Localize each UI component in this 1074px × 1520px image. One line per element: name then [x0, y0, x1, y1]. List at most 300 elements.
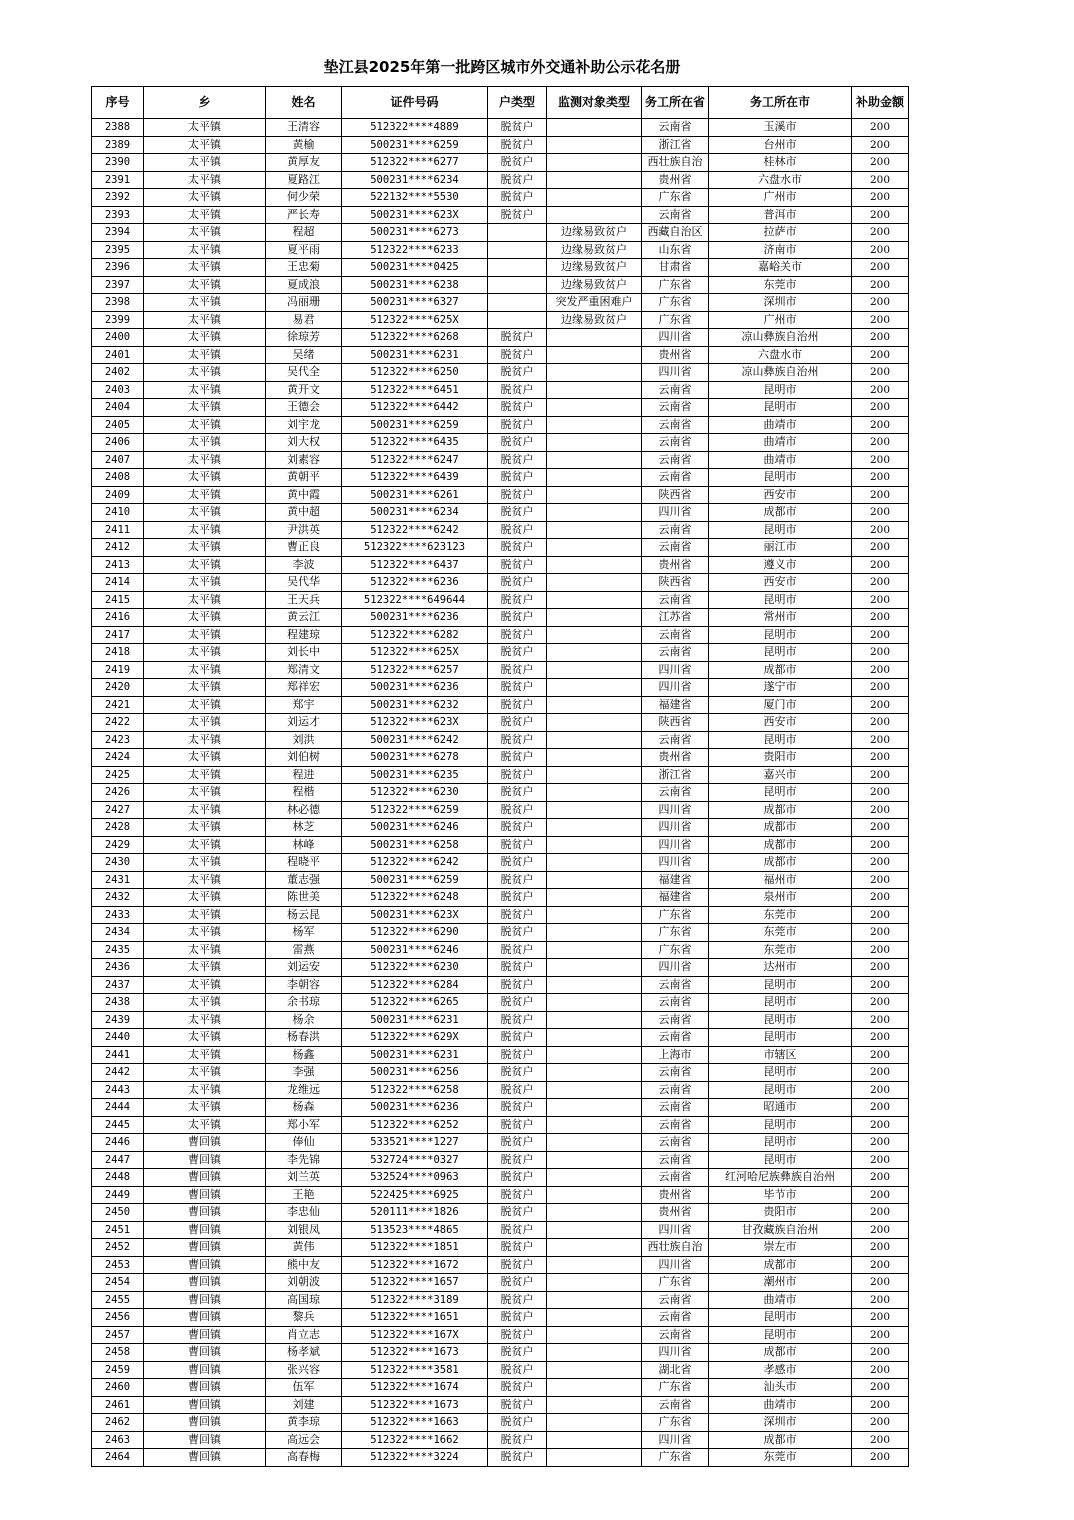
cell-monitor-type: [547, 1396, 642, 1414]
cell-township: 太平镇: [144, 346, 266, 364]
cell-township: 太平镇: [144, 574, 266, 592]
cell-work-province: 广东省: [642, 1414, 709, 1432]
table-row: [92, 136, 909, 154]
cell-id-number: 500231****6235: [342, 766, 488, 784]
table-row: [92, 836, 909, 854]
cell-name: 李强: [266, 1064, 342, 1082]
cell-work-city: 贵阳市: [709, 1204, 852, 1222]
cell-work-city: 泉州市: [709, 889, 852, 907]
cell-name: 黄开文: [266, 381, 342, 399]
cell-monitor-type: [547, 924, 642, 942]
cell-serial: 2458: [92, 1344, 144, 1362]
cell-subsidy-amount: 200: [852, 1134, 909, 1152]
cell-monitor-type: [547, 1414, 642, 1432]
cell-id-number: 512322****6242: [342, 521, 488, 539]
cell-township: 曹回镇: [144, 1396, 266, 1414]
cell-serial: 2438: [92, 994, 144, 1012]
cell-work-city: 成都市: [709, 1256, 852, 1274]
cell-serial: 2401: [92, 346, 144, 364]
cell-township: 太平镇: [144, 381, 266, 399]
cell-work-city: 昭通市: [709, 1099, 852, 1117]
cell-serial: 2396: [92, 259, 144, 277]
cell-township: 曹回镇: [144, 1186, 266, 1204]
cell-township: 太平镇: [144, 959, 266, 977]
cell-work-province: 浙江省: [642, 766, 709, 784]
cell-id-number: 500231****6278: [342, 749, 488, 767]
cell-serial: 2447: [92, 1151, 144, 1169]
cell-monitor-type: [547, 119, 642, 137]
cell-subsidy-amount: 200: [852, 1431, 909, 1449]
cell-township: 太平镇: [144, 609, 266, 627]
cell-subsidy-amount: 200: [852, 1204, 909, 1222]
cell-name: 董志强: [266, 871, 342, 889]
table-row: [92, 1204, 909, 1222]
cell-serial: 2440: [92, 1029, 144, 1047]
cell-household-type: [488, 276, 547, 294]
cell-subsidy-amount: 200: [852, 1291, 909, 1309]
cell-serial: 2444: [92, 1099, 144, 1117]
cell-township: 曹回镇: [144, 1344, 266, 1362]
cell-id-number: 512322****6282: [342, 626, 488, 644]
table-row: [92, 154, 909, 172]
cell-township: 太平镇: [144, 276, 266, 294]
cell-household-type: 脱贫户: [488, 1029, 547, 1047]
cell-id-number: 500231****6259: [342, 416, 488, 434]
table-row: [92, 906, 909, 924]
cell-monitor-type: [547, 574, 642, 592]
cell-township: 太平镇: [144, 731, 266, 749]
cell-name: 吴代华: [266, 574, 342, 592]
cell-work-province: 四川省: [642, 801, 709, 819]
cell-work-city: 玉溪市: [709, 119, 852, 137]
cell-serial: 2395: [92, 241, 144, 259]
cell-household-type: 脱贫户: [488, 836, 547, 854]
cell-name: 王德会: [266, 399, 342, 417]
cell-monitor-type: [547, 836, 642, 854]
cell-subsidy-amount: 200: [852, 871, 909, 889]
cell-subsidy-amount: 200: [852, 889, 909, 907]
cell-name: 李朝容: [266, 976, 342, 994]
table-row: [92, 819, 909, 837]
table-row: [92, 1431, 909, 1449]
cell-monitor-type: [547, 416, 642, 434]
cell-serial: 2423: [92, 731, 144, 749]
cell-id-number: 512322****6247: [342, 451, 488, 469]
cell-monitor-type: [547, 1064, 642, 1082]
cell-work-city: 汕头市: [709, 1379, 852, 1397]
cell-name: 黄榆: [266, 136, 342, 154]
cell-work-city: 曲靖市: [709, 451, 852, 469]
table-row: [92, 434, 909, 452]
cell-monitor-type: [547, 766, 642, 784]
cell-id-number: 500231****6258: [342, 836, 488, 854]
cell-serial: 2411: [92, 521, 144, 539]
table-row: [92, 1396, 909, 1414]
cell-township: 曹回镇: [144, 1204, 266, 1222]
header-township: 乡: [144, 87, 266, 119]
cell-work-province: 四川省: [642, 364, 709, 382]
cell-township: 太平镇: [144, 1081, 266, 1099]
cell-name: 李波: [266, 556, 342, 574]
cell-id-number: 512322****1672: [342, 1256, 488, 1274]
cell-serial: 2404: [92, 399, 144, 417]
cell-subsidy-amount: 200: [852, 556, 909, 574]
cell-township: 太平镇: [144, 416, 266, 434]
cell-id-number: 512322****6233: [342, 241, 488, 259]
cell-serial: 2464: [92, 1449, 144, 1467]
cell-work-city: 厦门市: [709, 696, 852, 714]
cell-work-city: 昆明市: [709, 644, 852, 662]
cell-township: 曹回镇: [144, 1274, 266, 1292]
cell-name: 王清容: [266, 119, 342, 137]
cell-subsidy-amount: 200: [852, 539, 909, 557]
table-row: [92, 1256, 909, 1274]
cell-township: 曹回镇: [144, 1256, 266, 1274]
header-work-province: 务工所在省: [642, 87, 709, 119]
cell-name: 熊中友: [266, 1256, 342, 1274]
cell-household-type: 脱贫户: [488, 469, 547, 487]
cell-name: 刘建: [266, 1396, 342, 1414]
cell-subsidy-amount: 200: [852, 1361, 909, 1379]
cell-serial: 2417: [92, 626, 144, 644]
table-row: [92, 1116, 909, 1134]
cell-household-type: 脱贫户: [488, 171, 547, 189]
table-row: [92, 241, 909, 259]
cell-township: 太平镇: [144, 1011, 266, 1029]
cell-monitor-type: [547, 451, 642, 469]
cell-work-province: 云南省: [642, 521, 709, 539]
cell-work-province: 四川省: [642, 959, 709, 977]
cell-name: 易君: [266, 311, 342, 329]
cell-township: 太平镇: [144, 399, 266, 417]
cell-township: 曹回镇: [144, 1221, 266, 1239]
cell-subsidy-amount: 200: [852, 1116, 909, 1134]
cell-township: 太平镇: [144, 679, 266, 697]
cell-work-province: 西藏自治区: [642, 224, 709, 242]
cell-work-province: 四川省: [642, 1431, 709, 1449]
cell-name: 黄中超: [266, 504, 342, 522]
cell-subsidy-amount: 200: [852, 1344, 909, 1362]
cell-serial: 2416: [92, 609, 144, 627]
cell-work-city: 孝感市: [709, 1361, 852, 1379]
cell-township: 曹回镇: [144, 1431, 266, 1449]
table-row: [92, 644, 909, 662]
table-row: [92, 1011, 909, 1029]
cell-work-city: 桂林市: [709, 154, 852, 172]
cell-work-province: 山东省: [642, 241, 709, 259]
cell-household-type: 脱贫户: [488, 1396, 547, 1414]
cell-serial: 2409: [92, 486, 144, 504]
cell-id-number: 512322****3581: [342, 1361, 488, 1379]
cell-id-number: 532524****0963: [342, 1169, 488, 1187]
cell-serial: 2418: [92, 644, 144, 662]
header-name: 姓名: [266, 87, 342, 119]
cell-name: 程超: [266, 224, 342, 242]
cell-work-province: 江苏省: [642, 609, 709, 627]
cell-township: 太平镇: [144, 854, 266, 872]
table-row: [92, 976, 909, 994]
cell-monitor-type: [547, 189, 642, 207]
cell-subsidy-amount: 200: [852, 941, 909, 959]
cell-work-province: 云南省: [642, 1064, 709, 1082]
cell-household-type: 脱贫户: [488, 714, 547, 732]
cell-work-province: 贵州省: [642, 171, 709, 189]
cell-household-type: 脱贫户: [488, 346, 547, 364]
cell-serial: 2402: [92, 364, 144, 382]
cell-id-number: 500231****623X: [342, 906, 488, 924]
cell-work-city: 成都市: [709, 854, 852, 872]
cell-name: 王艳: [266, 1186, 342, 1204]
cell-monitor-type: [547, 171, 642, 189]
cell-work-province: 云南省: [642, 469, 709, 487]
cell-household-type: 脱贫户: [488, 994, 547, 1012]
cell-monitor-type: [547, 889, 642, 907]
cell-township: 太平镇: [144, 1046, 266, 1064]
cell-subsidy-amount: 200: [852, 994, 909, 1012]
cell-work-city: 深圳市: [709, 1414, 852, 1432]
cell-household-type: 脱贫户: [488, 521, 547, 539]
cell-township: 太平镇: [144, 1064, 266, 1082]
cell-name: 程进: [266, 766, 342, 784]
cell-id-number: 500231****6327: [342, 294, 488, 312]
cell-id-number: 512322****623X: [342, 714, 488, 732]
cell-household-type: 脱贫户: [488, 364, 547, 382]
cell-township: 太平镇: [144, 644, 266, 662]
cell-household-type: 脱贫户: [488, 591, 547, 609]
cell-township: 曹回镇: [144, 1134, 266, 1152]
cell-household-type: 脱贫户: [488, 556, 547, 574]
cell-name: 吴代全: [266, 364, 342, 382]
cell-work-city: 昆明市: [709, 381, 852, 399]
table-row: [92, 924, 909, 942]
cell-subsidy-amount: 200: [852, 1081, 909, 1099]
cell-subsidy-amount: 200: [852, 1099, 909, 1117]
cell-work-city: 嘉峪关市: [709, 259, 852, 277]
cell-work-city: 济南市: [709, 241, 852, 259]
header-id-number: 证件号码: [342, 87, 488, 119]
cell-work-province: 广东省: [642, 941, 709, 959]
table-row: [92, 749, 909, 767]
cell-township: 太平镇: [144, 696, 266, 714]
cell-household-type: 脱贫户: [488, 1064, 547, 1082]
cell-name: 杨军: [266, 924, 342, 942]
cell-work-city: 西安市: [709, 486, 852, 504]
cell-id-number: 512322****1663: [342, 1414, 488, 1432]
cell-monitor-type: [547, 959, 642, 977]
cell-household-type: 脱贫户: [488, 1081, 547, 1099]
cell-subsidy-amount: 200: [852, 434, 909, 452]
cell-serial: 2420: [92, 679, 144, 697]
cell-serial: 2460: [92, 1379, 144, 1397]
cell-serial: 2435: [92, 941, 144, 959]
cell-subsidy-amount: 200: [852, 1449, 909, 1467]
cell-monitor-type: [547, 1274, 642, 1292]
cell-id-number: 500231****6256: [342, 1064, 488, 1082]
table-row: [92, 539, 909, 557]
cell-household-type: [488, 294, 547, 312]
table-row: [92, 1099, 909, 1117]
cell-serial: 2392: [92, 189, 144, 207]
cell-work-city: 成都市: [709, 819, 852, 837]
cell-household-type: 脱贫户: [488, 1344, 547, 1362]
table-row: [92, 1064, 909, 1082]
cell-work-city: 普洱市: [709, 206, 852, 224]
cell-household-type: [488, 241, 547, 259]
cell-serial: 2405: [92, 416, 144, 434]
cell-household-type: 脱贫户: [488, 976, 547, 994]
cell-work-province: 云南省: [642, 1081, 709, 1099]
cell-serial: 2431: [92, 871, 144, 889]
cell-id-number: 512322****6250: [342, 364, 488, 382]
cell-work-city: 崇左市: [709, 1239, 852, 1257]
cell-township: 太平镇: [144, 259, 266, 277]
table-row: [92, 679, 909, 697]
cell-monitor-type: [547, 539, 642, 557]
cell-name: 刘素容: [266, 451, 342, 469]
cell-id-number: 500231****6259: [342, 871, 488, 889]
cell-work-city: 成都市: [709, 504, 852, 522]
cell-township: 太平镇: [144, 241, 266, 259]
cell-serial: 2430: [92, 854, 144, 872]
cell-township: 太平镇: [144, 661, 266, 679]
cell-township: 太平镇: [144, 836, 266, 854]
cell-work-city: 昆明市: [709, 591, 852, 609]
cell-household-type: [488, 224, 547, 242]
cell-serial: 2455: [92, 1291, 144, 1309]
cell-household-type: 脱贫户: [488, 749, 547, 767]
cell-monitor-type: [547, 1344, 642, 1362]
cell-household-type: 脱贫户: [488, 1169, 547, 1187]
cell-id-number: 500231****6231: [342, 1046, 488, 1064]
table-row: [92, 714, 909, 732]
cell-work-province: 四川省: [642, 329, 709, 347]
cell-household-type: 脱贫户: [488, 329, 547, 347]
cell-id-number: 512322****6451: [342, 381, 488, 399]
cell-id-number: 512322****6265: [342, 994, 488, 1012]
cell-household-type: 脱贫户: [488, 819, 547, 837]
cell-work-province: 云南省: [642, 1134, 709, 1152]
cell-subsidy-amount: 200: [852, 1379, 909, 1397]
cell-subsidy-amount: 200: [852, 731, 909, 749]
cell-id-number: 500231****6246: [342, 941, 488, 959]
cell-monitor-type: [547, 696, 642, 714]
cell-monitor-type: [547, 714, 642, 732]
table-row: [92, 609, 909, 627]
cell-work-city: 昆明市: [709, 626, 852, 644]
cell-township: 太平镇: [144, 1116, 266, 1134]
cell-work-city: 拉萨市: [709, 224, 852, 242]
cell-name: 雷燕: [266, 941, 342, 959]
table-row: [92, 959, 909, 977]
cell-work-city: 凉山彝族自治州: [709, 364, 852, 382]
cell-id-number: 532724****0327: [342, 1151, 488, 1169]
cell-id-number: 500231****623X: [342, 206, 488, 224]
cell-work-province: 福建省: [642, 889, 709, 907]
cell-id-number: 500231****6231: [342, 1011, 488, 1029]
cell-household-type: 脱贫户: [488, 661, 547, 679]
cell-work-province: 广东省: [642, 276, 709, 294]
cell-id-number: 500231****0425: [342, 259, 488, 277]
cell-id-number: 500231****6236: [342, 1099, 488, 1117]
cell-serial: 2450: [92, 1204, 144, 1222]
cell-subsidy-amount: 200: [852, 1064, 909, 1082]
cell-work-province: 四川省: [642, 504, 709, 522]
table-row: [92, 1151, 909, 1169]
cell-township: 曹回镇: [144, 1414, 266, 1432]
cell-name: 刘宇龙: [266, 416, 342, 434]
header-monitor-type: 监测对象类型: [547, 87, 642, 119]
cell-subsidy-amount: 200: [852, 644, 909, 662]
cell-monitor-type: [547, 521, 642, 539]
cell-township: 太平镇: [144, 434, 266, 452]
cell-name: 伍军: [266, 1379, 342, 1397]
table-row: [92, 801, 909, 819]
cell-id-number: 512322****1673: [342, 1344, 488, 1362]
cell-household-type: 脱贫户: [488, 1256, 547, 1274]
cell-household-type: 脱贫户: [488, 644, 547, 662]
cell-work-city: 广州市: [709, 189, 852, 207]
cell-household-type: 脱贫户: [488, 1291, 547, 1309]
cell-work-city: 昆明市: [709, 399, 852, 417]
cell-monitor-type: [547, 609, 642, 627]
cell-subsidy-amount: 200: [852, 1274, 909, 1292]
cell-work-province: 四川省: [642, 661, 709, 679]
table-row: [92, 1239, 909, 1257]
cell-name: 郑宇: [266, 696, 342, 714]
cell-subsidy-amount: 200: [852, 1046, 909, 1064]
cell-serial: 2406: [92, 434, 144, 452]
cell-household-type: 脱贫户: [488, 451, 547, 469]
cell-name: 王天兵: [266, 591, 342, 609]
cell-name: 林必德: [266, 801, 342, 819]
cell-subsidy-amount: 200: [852, 819, 909, 837]
table-row: [92, 486, 909, 504]
header-work-city: 务工所在市: [709, 87, 852, 119]
cell-id-number: 512322****629X: [342, 1029, 488, 1047]
cell-name: 杨孝斌: [266, 1344, 342, 1362]
cell-name: 黄伟: [266, 1239, 342, 1257]
cell-serial: 2454: [92, 1274, 144, 1292]
cell-serial: 2457: [92, 1326, 144, 1344]
cell-work-city: 丽江市: [709, 539, 852, 557]
cell-monitor-type: 边缘易致贫户: [547, 259, 642, 277]
header-subsidy-amount: 补助金额: [852, 87, 909, 119]
cell-work-city: 凉山彝族自治州: [709, 329, 852, 347]
cell-monitor-type: [547, 819, 642, 837]
cell-household-type: 脱贫户: [488, 504, 547, 522]
cell-serial: 2449: [92, 1186, 144, 1204]
cell-work-province: 福建省: [642, 871, 709, 889]
table-row: [92, 399, 909, 417]
cell-work-province: 西壮族自治: [642, 154, 709, 172]
table-row: [92, 1379, 909, 1397]
cell-name: 吴绪: [266, 346, 342, 364]
table-row: [92, 1291, 909, 1309]
cell-township: 太平镇: [144, 714, 266, 732]
cell-subsidy-amount: 200: [852, 171, 909, 189]
cell-work-province: 云南省: [642, 626, 709, 644]
cell-work-province: 云南省: [642, 731, 709, 749]
cell-household-type: 脱贫户: [488, 154, 547, 172]
cell-household-type: 脱贫户: [488, 1431, 547, 1449]
cell-subsidy-amount: 200: [852, 661, 909, 679]
cell-work-city: 昆明市: [709, 1116, 852, 1134]
document-title: 垫江县2025年第一批跨区城市外交通补助公示花名册: [323, 58, 681, 76]
cell-work-city: 常州市: [709, 609, 852, 627]
cell-work-province: 云南省: [642, 451, 709, 469]
cell-monitor-type: [547, 661, 642, 679]
cell-id-number: 512322****1674: [342, 1379, 488, 1397]
